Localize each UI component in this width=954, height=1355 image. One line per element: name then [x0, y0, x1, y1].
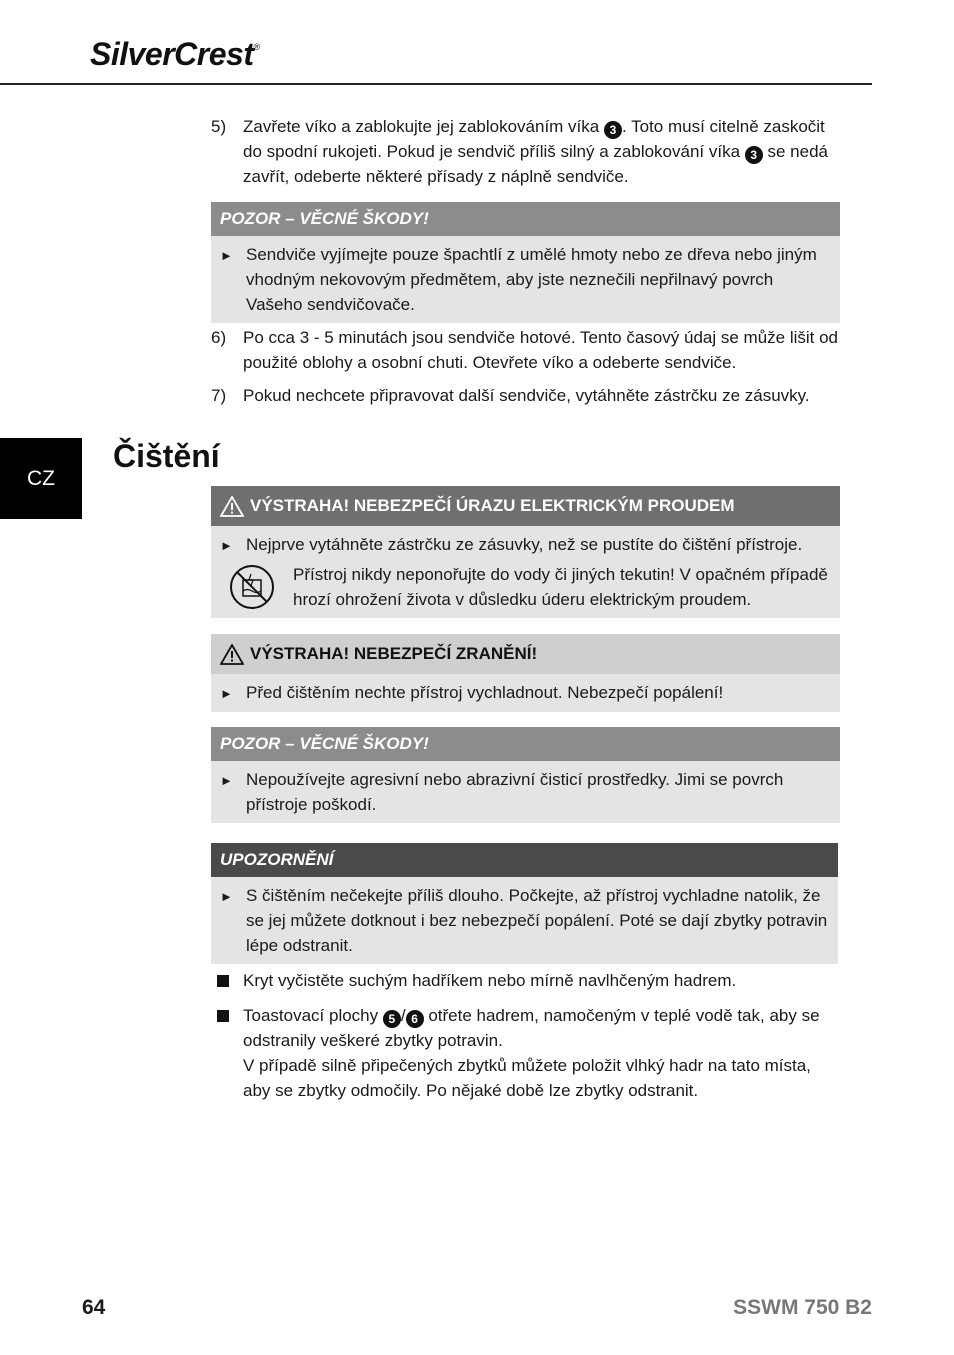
step-7: 7) Pokud nechcete připravovat další sendviče, vytáhněte zástrčku ze zásuvky.	[211, 386, 810, 405]
bullet-arrow-icon: ►	[220, 773, 233, 788]
square-bullet-icon	[217, 968, 243, 993]
section-title: Čištění	[113, 438, 220, 474]
bullet-arrow-icon: ►	[220, 686, 233, 701]
bullet-arrow-icon: ►	[220, 248, 233, 263]
page-number: 64	[82, 1296, 106, 1319]
part-ref-3: 3	[745, 146, 763, 164]
bullet-arrow-icon: ►	[220, 538, 233, 553]
part-ref-6: 6	[406, 1010, 424, 1028]
part-ref-3: 3	[604, 121, 622, 139]
part-ref-5: 5	[383, 1010, 401, 1028]
list-item: Kryt vyčistěte suchým hadříkem nebo mírně navlhčeným hadrem.	[217, 968, 837, 993]
list-item: Toastovací plochy 5 / 6 otřete hadrem, namočeným v teplé vodě tak, aby se odstranily veškeré zbytky potravin. V případě silně připečených zbytků můžete položit vlhký hadr na tato místa, aby se zbytky odmočily. Po nějaké době lze zbytky odstranit.	[217, 1003, 837, 1103]
note-box-title: UPOZORNĚNÍ	[211, 843, 838, 877]
warning-box-title: VÝSTRAHA! NEBEZPEČÍ ZRANĚNÍ!	[211, 634, 840, 674]
warning-box-electric: VÝSTRAHA! NEBEZPEČÍ ÚRAZU ELEKTRICKÝM PROUDEM ► Nejprve vytáhněte zástrčku ze zásuvky, než se pustíte do čištění přístroje. Přístroj nikdy neponořujte do vody či jiných tekutin! V opačném případě hrozí ohrožení života v důsledku úderu elektrickým proudem.	[211, 486, 840, 618]
warning-box-title: VÝSTRAHA! NEBEZPEČÍ ÚRAZU ELEKTRICKÝM PROUDEM	[211, 486, 840, 526]
step-5: 5) Zavřete víko a zablokujte jej zablokováním víka 3 . Toto musí citelně zaskočit do spodní rukojeti. Pokud je sendvič příliš silný a zablokování víka 3 se nedá zavřít, odeberte některé přísady z náplně sendviče.	[211, 117, 828, 186]
square-bullet-icon	[217, 1003, 243, 1103]
language-tab: CZ	[0, 438, 82, 519]
caution-box-title: POZOR – VĚCNÉ ŠKODY!	[211, 727, 840, 761]
caution-box-damage-2: POZOR – VĚCNÉ ŠKODY! ► Nepoužívejte agresivní nebo abrazivní čisticí prostředky. Jimi se povrch přístroje poškodí.	[211, 727, 840, 823]
caution-box-title: POZOR – VĚCNÉ ŠKODY!	[211, 202, 840, 236]
warning-triangle-icon	[220, 644, 244, 665]
brand-logo: SilverCrest®	[90, 36, 260, 72]
step-6: 6) Po cca 3 - 5 minutách jsou sendviče hotové. Tento časový údaj se může lišit od použité oblohy a osobní chuti. Otevřete víko a odeberte sendviče.	[211, 328, 839, 372]
warning-triangle-icon	[220, 496, 244, 517]
caution-box-damage: POZOR – VĚCNÉ ŠKODY! ► Sendviče vyjímejte pouze špachtlí z umělé hmoty nebo ze dřeva nebo jiným vhodným nekovovým předmětem, aby jste neznečili nepřilnavý povrch Vašeho sendvičovače.	[211, 202, 840, 323]
note-box: UPOZORNĚNÍ ► S čištěním nečekejte příliš dlouho. Počkejte, až přístroj vychladne natolik, že se jej můžete dotknout i bez nebezpečí popálení. Poté se dají zbytky potravin lépe odstranit.	[211, 843, 838, 964]
bullet-arrow-icon: ►	[220, 889, 233, 904]
header-rule	[0, 83, 872, 85]
model-number: SSWM 750 B2	[733, 1296, 872, 1319]
no-immersion-icon	[220, 562, 299, 612]
warning-box-injury: VÝSTRAHA! NEBEZPEČÍ ZRANĚNÍ! ► Před čištěním nechte přístroj vychladnout. Nebezpečí popálení!	[211, 634, 840, 712]
